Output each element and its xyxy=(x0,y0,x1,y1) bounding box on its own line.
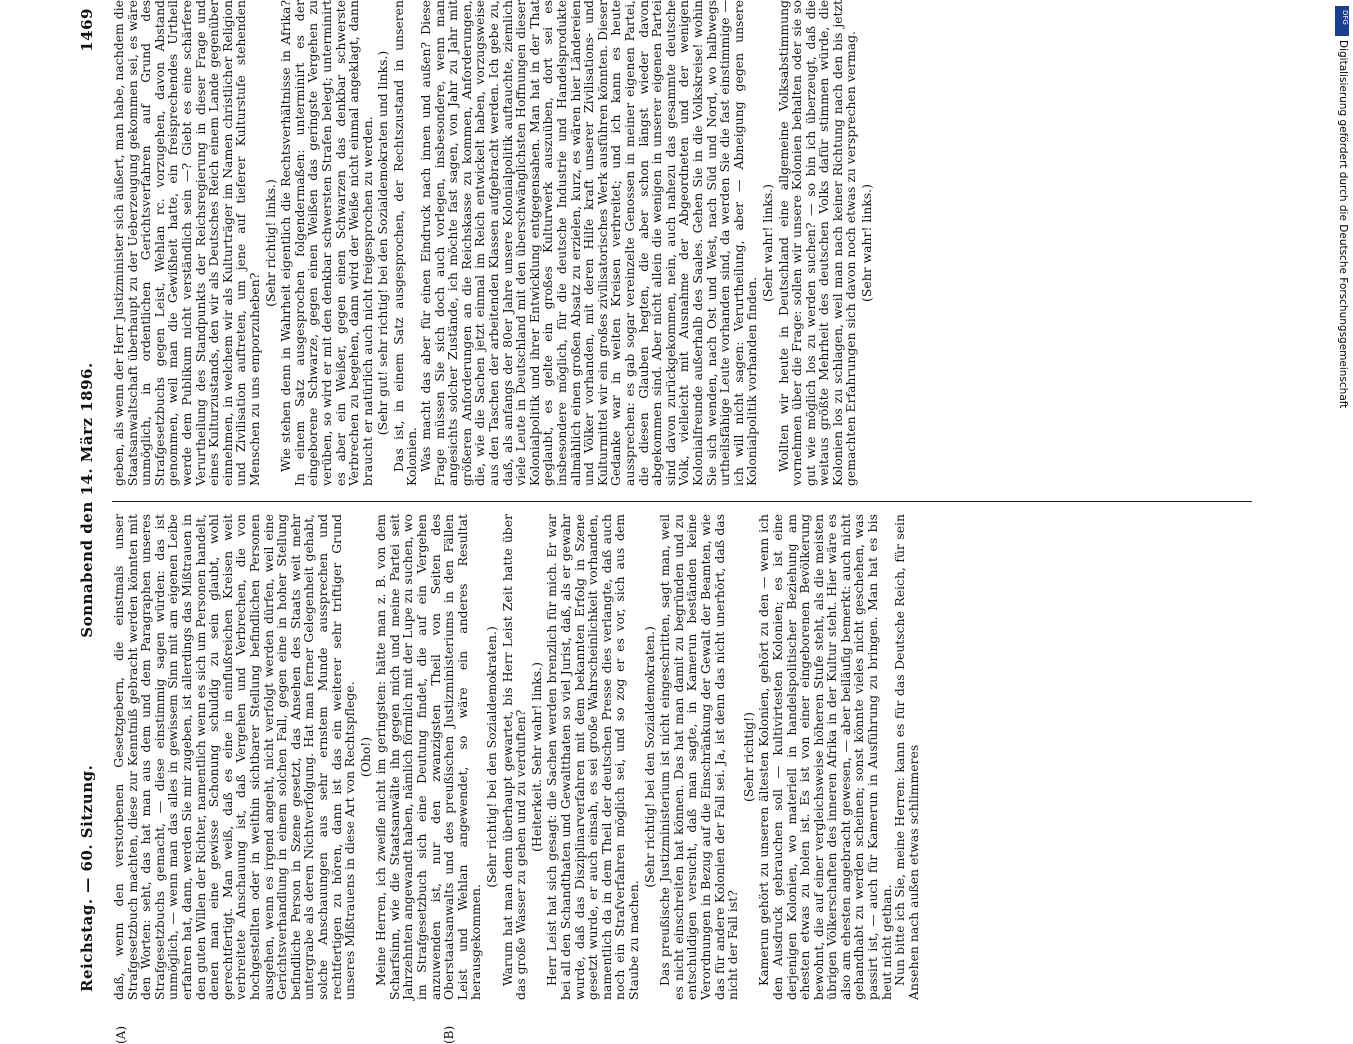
marker-a: (A) xyxy=(114,1025,128,1044)
dfg-logo: DFG xyxy=(1335,6,1349,36)
interjection: (Sehr richtig! bei den Sozialdemokraten.) xyxy=(641,626,657,888)
marker-b: (B) xyxy=(442,1025,456,1044)
paragraph: Nun bitte ich Sie, meine Herren: kann es für das Deutsche Reich, für sein Ansehen nach außen etwas schlimmeres xyxy=(892,514,921,1000)
interjection: (Sehr gut! sehr richtig! bei den Sozialdemokraten und links.) xyxy=(375,50,391,436)
paragraph: geben, als wenn der Herr Justizminister sich äußert, man habe, nachdem die Staatsanwaltschaft überhaupt zu der Ueberzeugung gekommen sei, es wäre unmöglich, in ordentlichen Gerichtsverfahren auf Grund des Strafgesetzbuchs gegen Leist, Wehlan rc. vorzugehen, davon Abstand genommen, weil man die Gewißheit hatte, ein freisprechendes Urtheil werde dem Publikum nicht verständlich sein —? Giebt es eine schärfere Verurtheilung des Standpunkts der Reichsregierung in dieser Frage und eines Kulturzustands, den wir als Deutsches Reich einem Lande gegenüber einnehmen, in welchem wir als Kulturträger im Namen christlicher Religion und Zivilisation auftreten, um jene auf tieferer Kulturstufe stehenden Menschen zu uns emporzuheben? xyxy=(111,0,262,486)
column-left xyxy=(112,514,1262,1000)
interjection: (Oho!) xyxy=(357,736,373,778)
interjection: (Sehr wahr! links.) xyxy=(859,184,875,302)
page-header xyxy=(70,0,110,1000)
header-session: Reichstag. — 60. Sitzung. xyxy=(78,764,96,992)
interjection: (Sehr wahr! links.) xyxy=(759,184,775,302)
paragraph: daß, wenn den verstorbenen Gesetzgebern, die einstmals unser Strafgesetzbuch machten, diese zur Kenntniß gebracht werden könnten mit den Worten: seht, das hat man aus dem und dem Paragraphen unseres Strafgesetzbuchs gemacht, — diese einstimmig sagen würden: das ist unmöglich, — wenn man das alles in gewissem Sinn mit am eigenen Leibe erfahren hat, dann, werden Sie mir zugeben, ist allerdings das Mißtrauen in den guten Willen der Richter, namentlich wenn es sich um Personen handelt, denen man eine gewisse Schonung schuldig zu sein glaubt, wohl gerechtfertigt. Man weiß, daß es eine in einflußreichen Kreisen weit verbreitete Anschauung ist, daß Vergehen und Verbrechen, die von hochgestellten oder in weithin sichtbarer Stellung befindlichen Personen ausgehen, wenn es irgend angeht, nicht verfolgt werden dürfen, weil eine Gerichtsverhandlung in einem solchen Fall, gegen eine in hoher Stellung befindliche Person in Szene gesetzt, das Ansehen des Staats weit mehr untergrabe als deren Nichtverfolgung. Hat man ferner Gelegenheit gehabt, solche Anschauungen aus sehr ernstem Munde aussprechen und rechtfertigen zu hören, dann ist das ein weiterer sehr triftiger Grund unseres Mißtrauens in diese Art von Rechtspflege. xyxy=(111,514,358,1000)
paragraph: Wie stehen denn in Wahrheit eigentlich die Rechtsverhältnisse in Afrika? In einem Satz ausgesprochen folgendermaßen: unterminirt es der eingeborene Schwarze, gegen einen Weißen das geringste Vergehen zu verüben, so wird er mit den denkbar schwersten Strafen belegt; unterminirt es aber ein Weißer, gegen einen Schwarzen das denkbar schwerste Verbrechen zu begehen, dann wird der Weiße nicht einmal angeklagt, dann braucht er natürlich auch nicht freigesprochen zu werden. xyxy=(278,0,375,486)
header-date: Sonnabend den 14. März 1896. xyxy=(78,362,96,638)
paragraph: Meine Herren, ich zweifle nicht im geringsten: hätte man z. B. von dem Scharfsinn, wie die Staatsanwälte ihn gegen mich und meine Partei seit Jahrzehnten angewandt haben, nämlich förmlich mit der Lupe zu suchen, wo im Strafgesetzbuch sich eine Deutung findet, die auf ein Vergehen anzuwenden ist, nur den zwanzigsten Theil von Seiten des Oberstaatsanwalts und des preußischen Justizministeriums in den Fällen Leist und Wehlan angewendet, so wäre ein anderes Resultat herausgekommen. xyxy=(373,514,484,1000)
paragraph: Was macht das aber für einen Eindruck nach innen und außen? Diese Frage müssen Sie sich doch auch vorlegen, insbesondere, wenn man angesichts solcher Zustände, ich möchte fast sagen, von Jahr zu Jahr mit größeren Anforderungen an die Reichskasse zu kommen, Anforderungen, die, wie die Sachen jetzt einmal im Reich entwickelt haben, vorzugsweise aus den Taschen der arbeitenden Klassen aufgebracht werden. Ich gebe zu, daß, als anfangs der 80er Jahre unsere Kolonialpolitik auftauchte, ziemlich viele Leute in Deutschland mit den überschwänglichsten Hoffnungen dieser Kolonialpolitik und ihrer Entwicklung entgegensahen. Man hat in der That geglaubt, es gelte ein großes Kulturwerk auszuüben, dort sei es insbesondere möglich, für die deutsche Industrie und Handelsprodukte allmählich einen großen Absatz zu erzielen, kurz, es wären hier Ländereien und Völker vorhanden, mit deren Hilfe kraft unserer Zivilisations- und Kulturmittel wir ein großes zivilisatorisches Werk ausführen könnten. Dieser Gedanke war in weiten Kreisen verbreitet; und ich kann es heute aussprechen: es gab sogar vereinzelte Genossen in meiner eigenen Partei, die diesen Glauben hegten, die aber schon längst wieder davon abgekommen sind. Aber nicht allein die wenigen in unserer eigenen Partei sind davon zurückgekommen, nein, auch nahezu das gesammte deutsche Volk, vielleicht mit Ausnahme der Abgeordneten und der wenigen Kolonialfreunde außerhalb des Saales. Gehen Sie in die Volkskreise! wohin Sie sich wenden, nach Ost und West, nach Süd und Nord, wo halbwegs urtheilsfähige Leute vorhanden sind, da werden Sie die fast einstimmige — ich will nicht sagen: Verurtheilung, aber — Abneigung gegen unsere Kolonialpolitik vorhanden finden. xyxy=(418,0,760,486)
paragraph: Wollten wir heute in Deutschland eine allgemeine Volksabstimmung vornehmen über die Frage: sollen wir unsere Kolonien behalten oder sie so gut wie möglich los zu werden suchen? — so bin ich überzeugt, daß die weitaus größte Mehrheit des deutschen Volks dafür stimmen würde, die Kolonien los zu schlagen, weil man nach keiner Richtung nach den bis jetzt gemachten Erfahrungen sich davon noch etwas zu versprechen vermag. xyxy=(775,0,859,486)
paragraph: Das ist, in einem Satz ausgesprochen, der Rechtszustand in unseren Kolonien. xyxy=(390,0,420,486)
column-right-text xyxy=(112,0,876,486)
interjection: (Heiterkeit. Sehr wahr! links.) xyxy=(528,662,544,852)
page-number: 1469 xyxy=(78,8,96,52)
column-divider xyxy=(112,501,1252,502)
rotated-page xyxy=(70,0,1280,1044)
column-right xyxy=(112,0,1262,486)
interjection: (Sehr richtig! links.) xyxy=(262,179,278,307)
interjection: (Sehr richtig!) xyxy=(740,712,756,802)
paragraph: Das preußische Justizministerium ist nicht eingeschritten, sagt man, weil es nicht einschreiten hat können. Das hat man damit zu begründen und zu entschuldigen versucht, daß man sagte, in Kamerun beständen keine Verordnungen in Bezug auf die Einschränkung der Gewalt der Beamten, wie das für andere Kolonien der Fall sei. Ja, ist denn das nicht unerhört, daß das nicht der Fall ist? xyxy=(657,514,741,1000)
paragraph: Kamerun gehört zu unseren ältesten Kolonien, gehört zu den — wenn ich den Ausdruck gebrauchen soll — kultivirtesten Kolonien; es ist eine derjenigen Kolonien, wo materiell in handelspolitischer Beziehung am ehesten etwas zu holen ist. Es ist von einer eingeborenen Bevölkerung bewohnt, die auf einer vergleichsweise höheren Stufe steht, als die meisten übrigen Völkerschaften des inneren Afrika in der Kultur steht. Hier wäre es also am ehesten angebracht gewesen, — aber beiläufig bemerkt: auch nicht gehandhabt zu werden scheinen; sonst könnte vieles nicht geschehen, was passirt ist, — auch für Kamerun in Ausführung zu bringen. Man hat es bis heut nicht gethan. xyxy=(756,514,894,1000)
column-left-text xyxy=(112,514,920,1000)
paragraph: Herr Leist hat sich gesagt: die Sachen werden brenzlich für mich. Er war bei all den Schandthaten und Gewaltthaten so viel Jurist, daß, als er gewahr wurde, daß das Disziplinarverfahren mit dem bekannten Erfolg in Szene gesetzt wurde, er auch einsah, es sei große Wahrscheinlichkeit vorhanden, namentlich da in dem Theil der deutschen Presse dies verlangte, daß auch noch ein Strafverfahren möglich sei, und so zog er es vor, sich aus dem Staube zu machen. xyxy=(544,514,641,1000)
paragraph: Warum hat man denn überhaupt gewartet, bis Herr Leist Zeit hatte über das große Wasser zu gehen und zu verduften? xyxy=(499,514,529,1000)
digitization-credit: Digitalisierung gefördert durch die Deutsche Forschungsgemeinschaft xyxy=(1337,40,1349,409)
interjection: (Sehr richtig! bei den Sozialdemokraten.) xyxy=(484,626,500,888)
